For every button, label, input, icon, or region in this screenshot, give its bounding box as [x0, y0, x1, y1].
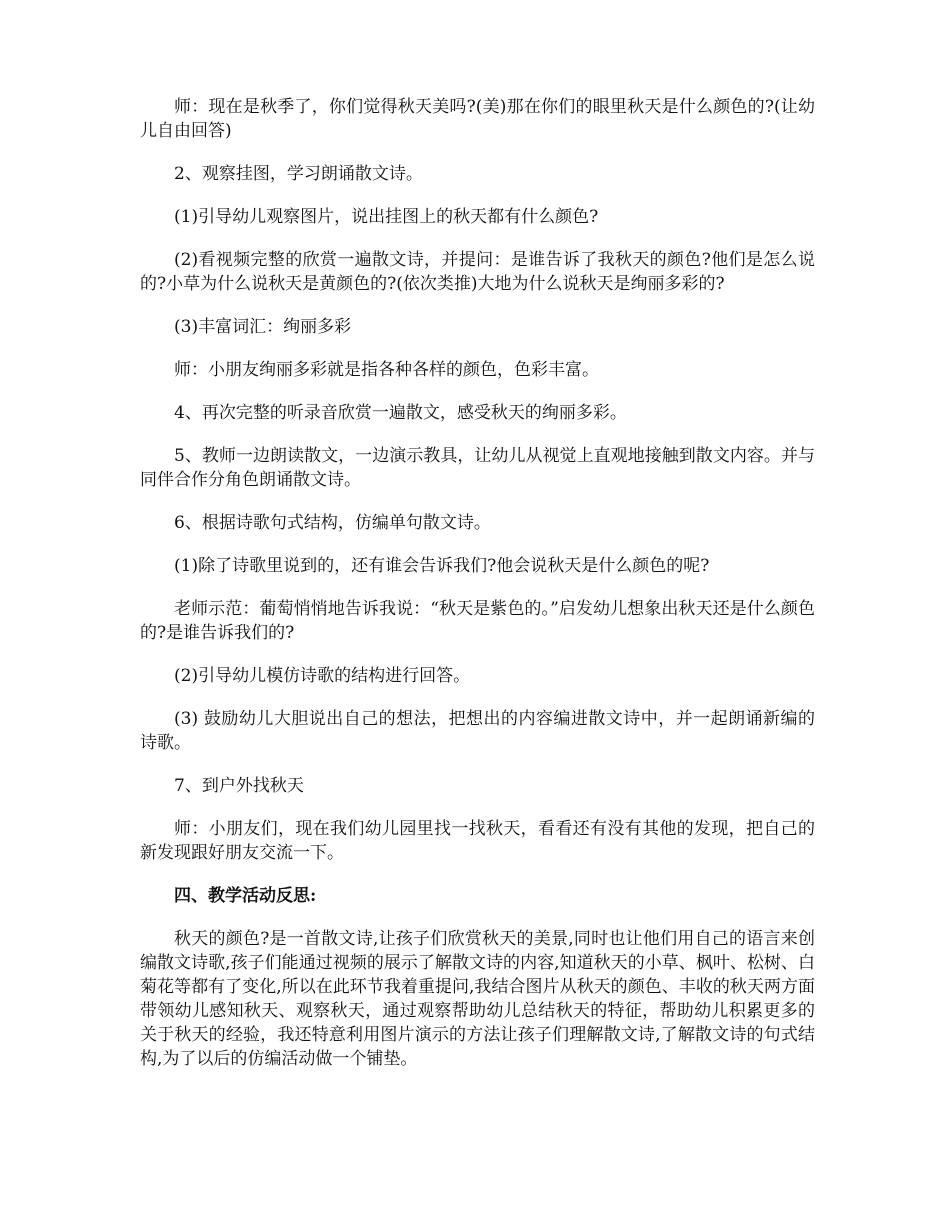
paragraph-step-6-2: (2)引导幼儿模仿诗歌的结构进行回答。 — [174, 666, 471, 686]
paragraph-reflection: 秋天的颜色?是一首散文诗,让孩子们欣赏秋天的美景,同时也让他们用自己的语言来创编散文诗歌,孩子们能通过视频的展示了解散文诗的内容,知道秋天的小草、枫叶、松树、白菊花等都有了变化,所以在此环节我着重提问,我结合图片从秋天的颜色、丰收的秋天两方面带领幼儿感知秋天、观察秋天，通过观察帮助幼儿总结秋天的特征，帮助幼儿积累更多的关于秋天的经验，我还特意利用图片演示的方法让孩子们理解散文诗,了解散文诗的句式结构,为了以后的仿编活动做一个铺垫。 — [140, 929, 815, 1069]
section-heading: 四、教学活动反思: — [174, 886, 317, 906]
paragraph-step-2: 2、观察挂图，学习朗诵散文诗。 — [174, 164, 423, 184]
document-body — [140, 95, 815, 1090]
paragraph-step-6: 6、根据诗歌句式结构，仿编单句散文诗。 — [174, 513, 491, 533]
paragraph-teacher-demo: 老师示范：葡萄悄悄地告诉我说：“秋天是紫色的。”启发幼儿想象出秋天还是什么颜色的?是谁告诉我们的? — [140, 599, 815, 643]
paragraph-step-7: 7、到户外找秋天 — [174, 776, 304, 796]
paragraph-step-2-2: (2)看视频完整的欣赏一遍散文诗，并提问：是谁告诉了我秋天的颜色?他们是怎么说的?小草为什么说秋天是黄颜色的?(依次类推)大地为什么说秋天是绚丽多彩的? — [140, 250, 815, 294]
paragraph-step-6-3: (3) 鼓励幼儿大胆说出自己的想法，把想出的内容编进散文诗中，并一起朗诵新编的诗歌。 — [140, 709, 815, 753]
paragraph-teacher-explain: 师：小朋友绚丽多彩就是指各种各样的颜色，色彩丰富。 — [174, 360, 599, 380]
paragraph-teacher-question: 师：现在是秋季了，你们觉得秋天美吗?(美)那在你们的眼里秋天是什么颜色的?(让幼儿自由回答) — [140, 97, 815, 141]
paragraph-step-2-3: (3)丰富词汇：绚丽多彩 — [174, 317, 352, 337]
paragraph-step-4: 4、再次完整的听录音欣赏一遍散文，感受秋天的绚丽多彩。 — [174, 403, 627, 423]
paragraph-step-5: 5、教师一边朗读散文，一边演示教具，让幼儿从视觉上直观地接触到散文内容。并与同伴合作分角色朗诵散文诗。 — [140, 446, 815, 490]
paragraph-step-6-1: (1)除了诗歌里说到的，还有谁会告诉我们?他会说秋天是什么颜色的呢? — [174, 556, 710, 576]
paragraph-step-2-1: (1)引导幼儿观察图片，说出挂图上的秋天都有什么颜色? — [174, 207, 599, 227]
paragraph-teacher-outdoor: 师：小朋友们，现在我们幼儿园里找一找秋天，看看还有没有其他的发现，把自己的新发现跟好朋友交流一下。 — [140, 819, 815, 863]
